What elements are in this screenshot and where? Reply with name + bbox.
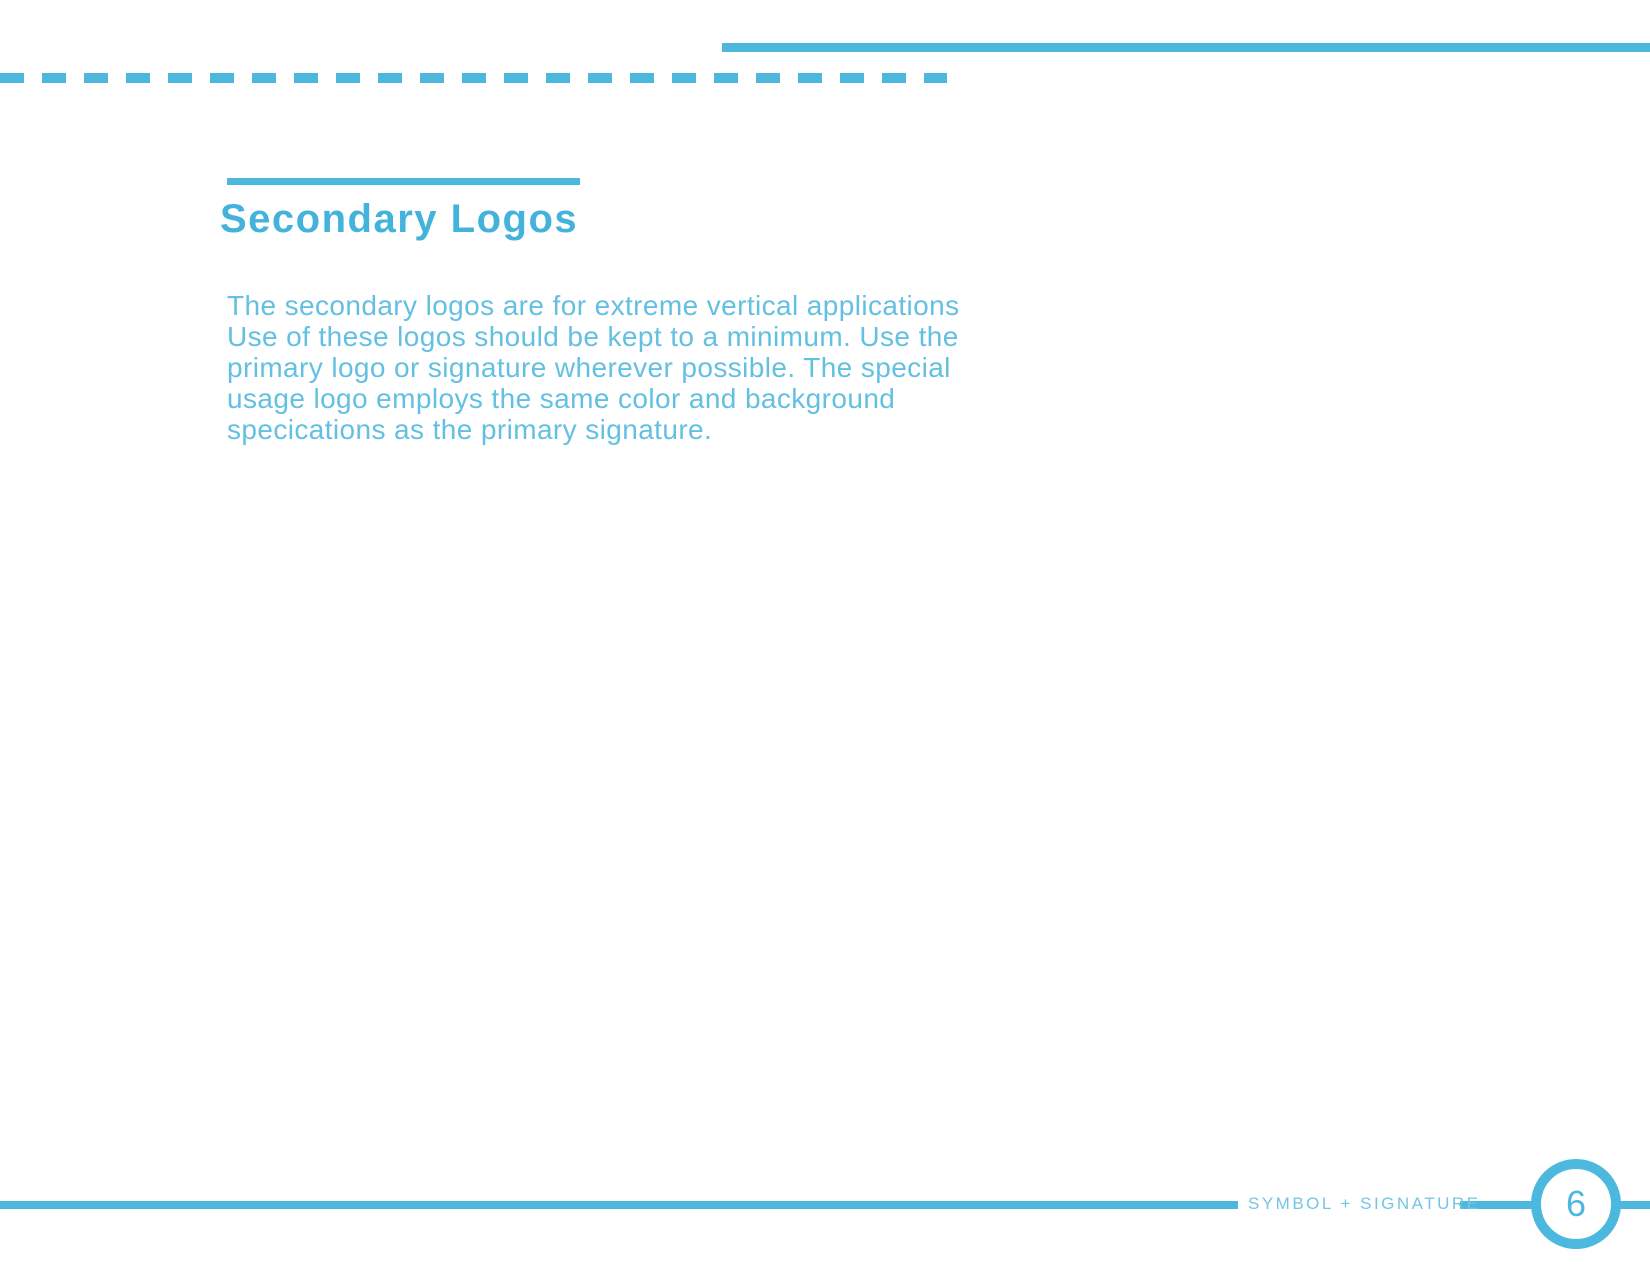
body-line: primary logo or signature wherever possible. The special [227, 352, 951, 383]
top-dashed-rule [0, 73, 947, 83]
page-number: 6 [1565, 1183, 1587, 1224]
top-solid-rule [722, 43, 1650, 52]
page-number-badge [1531, 1159, 1621, 1249]
footer-rule-left [0, 1201, 1238, 1209]
body-line: specications as the primary signature. [227, 414, 713, 445]
body-line: Use of these logos should be kept to a minimum. Use the [227, 321, 959, 352]
body-line: The secondary logos are for extreme vertical applications [227, 290, 960, 321]
page-title: Secondary Logos [220, 197, 579, 241]
body-copy [227, 290, 959, 445]
footer-section-label: SYMBOL + SIGNATURE [1248, 1194, 1481, 1213]
heading-rule [227, 178, 580, 185]
body-line: usage logo employs the same color and background [227, 383, 896, 414]
